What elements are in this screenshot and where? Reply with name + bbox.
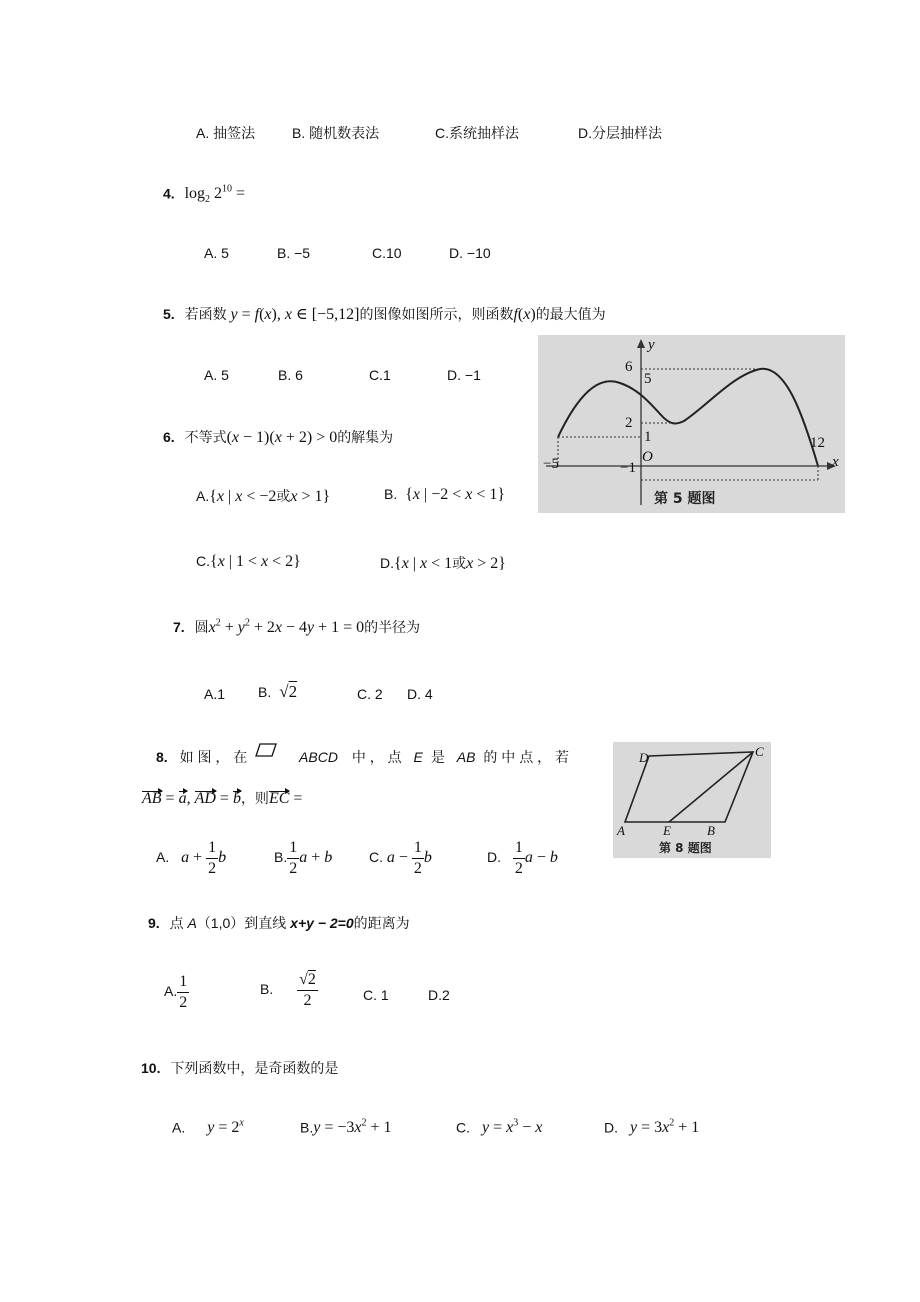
tick-label: −5 (543, 456, 559, 472)
question-number: 5. (163, 306, 175, 322)
q8-option-d: D. $\frac{1}{2}$ a − b (487, 839, 558, 877)
question-number: 4. (163, 185, 175, 202)
question-stem: $\log_2 2^{10}$ = (184, 184, 246, 206)
question-6 (163, 427, 393, 447)
q4-option-d: D. −10 (449, 245, 491, 261)
figure-caption: 第 5 题图 (654, 491, 716, 507)
q4-option-c: C.10 (372, 245, 402, 261)
vertex-label: A (617, 823, 625, 838)
vertex-label: E (663, 823, 671, 838)
question-number: 7. (173, 619, 185, 635)
math-expression: $x^2 + y^2 + 2x - 4y + 1 = 0$ (208, 617, 365, 636)
vertex-label: D (639, 750, 649, 765)
question-number: 8. (156, 749, 168, 765)
q7-option-d: D. 4 (407, 686, 433, 702)
vertex-label: B (707, 823, 715, 838)
q5-option-d: D. −1 (447, 367, 481, 383)
question-7 (173, 617, 420, 637)
tick-label: 6 (625, 359, 633, 375)
math-expression: y (230, 306, 238, 323)
q4-option-a: A. 5 (204, 245, 229, 261)
question-text: 圆 (194, 619, 209, 635)
q8-option-c: C. a − $\frac{1}{2}$ b (369, 839, 432, 877)
figure-caption: 第 8 题图 (659, 841, 712, 855)
origin-label: O (642, 449, 653, 465)
question-number: 10. (141, 1060, 161, 1076)
question-10: 10. 下列函数中，是奇函数的是 (141, 1060, 339, 1076)
tick-label: 5 (644, 371, 652, 387)
q6-option-c: C.{x | 1 < x < 2} (196, 553, 301, 570)
q5-option-b: B. 6 (278, 367, 303, 383)
q6-option-b: B. {x | −2 < x < 1} (384, 486, 506, 503)
q8-parallelogram-figure (613, 742, 771, 858)
q3-option-b: B. 随机数表法 (292, 125, 380, 141)
question-5: 5. 若函数 y = f(x), x ∈ [−5,12]的图像如图所示，则函数f(x)的最大值为 (163, 306, 606, 323)
q10-option-a: A. $y = 2^x$ (172, 1118, 244, 1137)
q5-function-graph (538, 335, 845, 513)
question-9: 9. 点 A（1,0）到直线 x+y − 2=0的距离为 (148, 915, 410, 931)
q6-option-d: D.{x | x < 1或x > 2} (380, 555, 506, 572)
parallelogram-icon (255, 742, 277, 758)
q3-option-c: C.系统抽样法 (435, 125, 519, 141)
q3-option-a: A. 抽签法 (196, 125, 256, 141)
tick-label: 12 (810, 435, 825, 451)
q5-option-c: C.1 (369, 367, 391, 383)
q3-option-d: D.分层抽样法 (578, 125, 662, 141)
q6-option-a: A.{x | x < −2或x > 1} (196, 488, 331, 505)
question-text: 的最大值为 (535, 306, 606, 322)
tick-label: 1 (644, 429, 652, 445)
q7-option-c: C. 2 (357, 686, 383, 702)
question-8: 8. 如 图 ， 在 ABCD 中 ， 点 E 是 AB 的 中 点 ， 若 (156, 742, 569, 767)
tick-label: −1 (620, 460, 636, 476)
question-text: 不等式 (184, 429, 227, 445)
q8-option-a: A. a + $\frac{1}{2}$ b (156, 839, 227, 877)
x-axis-label: x (832, 454, 839, 470)
q10-option-c: C. $y = x^3 - x$ (456, 1118, 543, 1137)
q7-option-a: A.1 (204, 686, 226, 702)
tick-label: 2 (625, 415, 633, 431)
q9-option-a: A. $\frac{1}{2}$ (164, 973, 188, 1011)
question-number: 6. (163, 429, 175, 445)
q8-option-b: B. $\frac{1}{2}$ a + b (274, 839, 333, 877)
q5-option-a: A. 5 (204, 367, 229, 383)
q8-vector-condition: AB = a, AD = b，则EC = (142, 790, 303, 807)
q4-option-b: B. −5 (277, 245, 311, 261)
question-text: 若函数 (184, 306, 227, 322)
question-text: 的解集为 (337, 429, 394, 445)
question-4 (163, 184, 245, 206)
q7-option-b: B. √2 (258, 682, 298, 701)
q9-option-c: C. 1 (363, 987, 389, 1003)
question-text: 如 图 ， 在 (179, 749, 248, 765)
y-axis-label: y (648, 337, 655, 353)
vertex-label: C (755, 744, 764, 759)
question-number: 9. (148, 915, 160, 931)
q10-option-b: $B.y = -3x^2 + 1$ (300, 1118, 392, 1137)
math-expression: (x − 1)(x + 2) > 0 (226, 429, 338, 446)
q10-option-d: D. $y = 3x^2 + 1$ (604, 1118, 700, 1137)
q9-option-d: D.2 (428, 987, 450, 1003)
question-text: 的图像如图所示，则函数 (359, 306, 514, 322)
q9-option-b: B. $\frac{√2}{2}$ (260, 971, 316, 1009)
question-text: 的半径为 (364, 619, 421, 635)
